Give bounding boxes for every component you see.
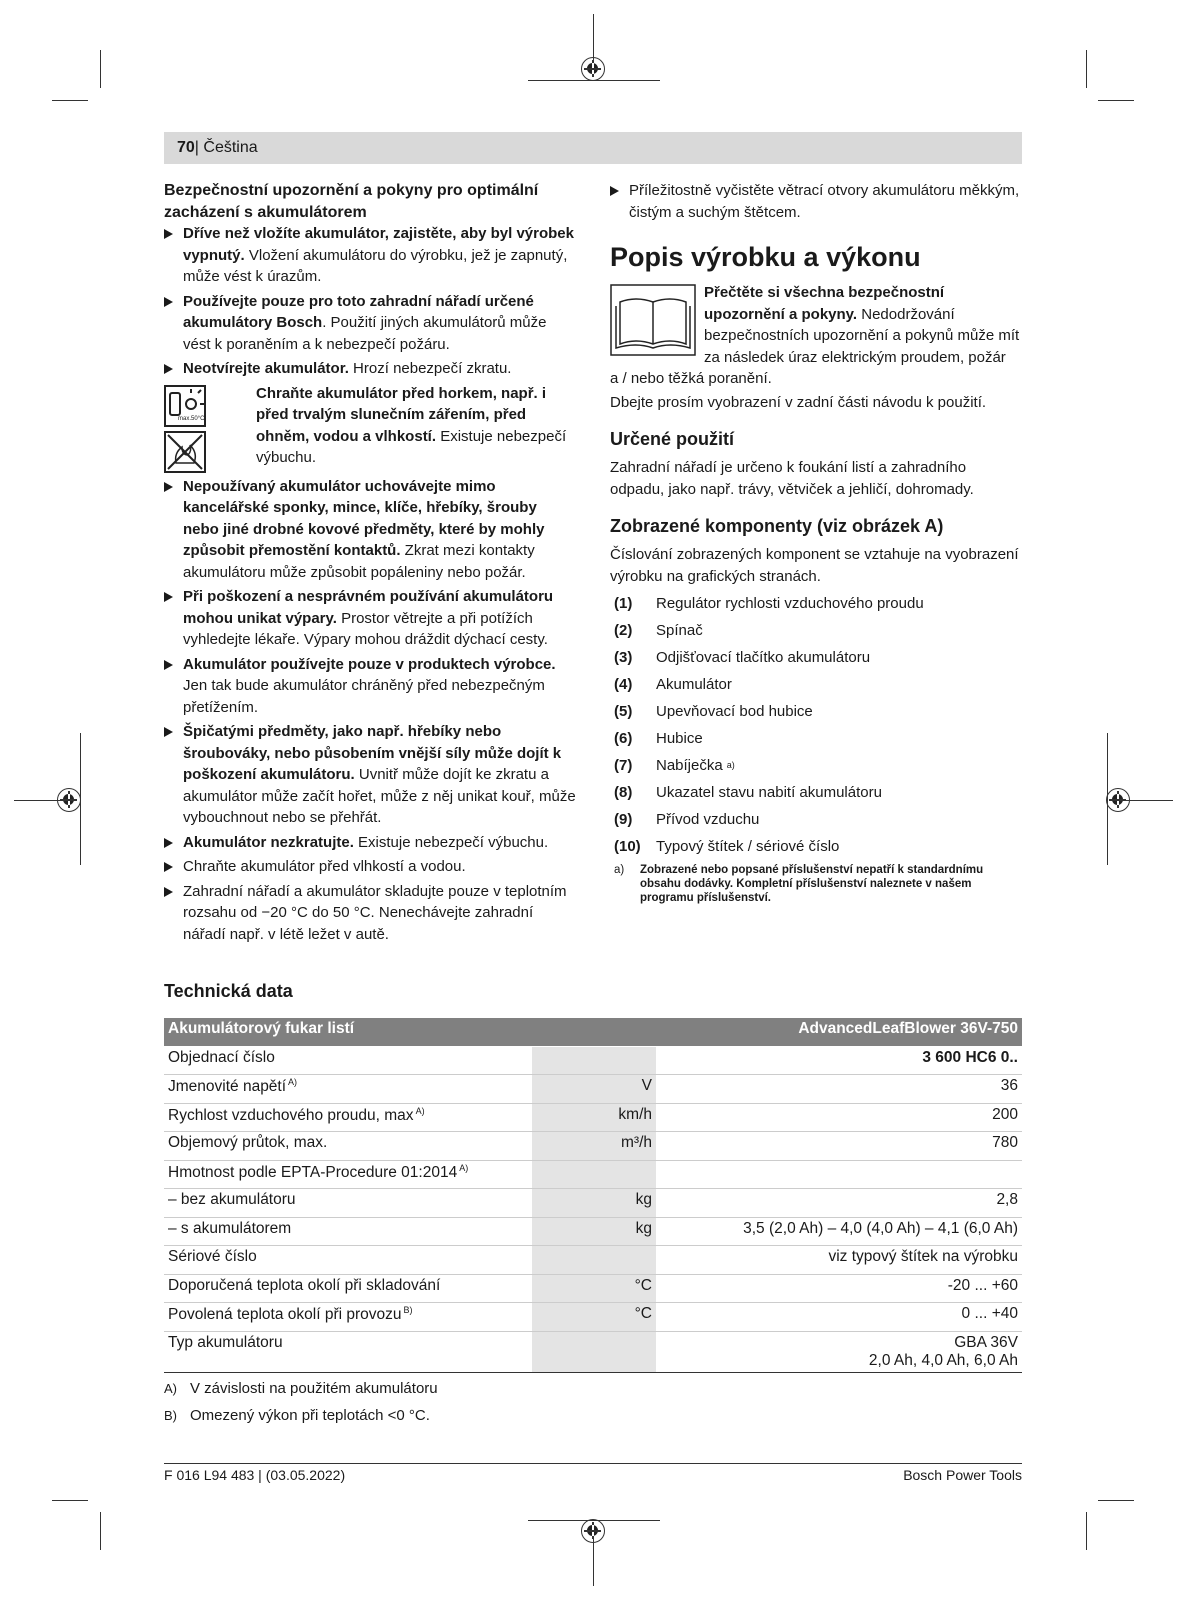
registration-mark-icon [57, 788, 81, 812]
table-row: – bez akumulátoru kg 2,8 [164, 1189, 1022, 1218]
table-row: Jmenovité napětí $^{A)}$ V 36 [164, 1075, 1022, 1104]
table-row: Rychlost vzduchového proudu, max $^{A)}$ km/h 200 [164, 1103, 1022, 1132]
component-item: (5) Upevňovací bod hubice [614, 703, 813, 720]
component-item: (2) Spínač [614, 622, 703, 639]
footer-brand: Bosch Power Tools [903, 1467, 1022, 1483]
registration-mark-icon [581, 57, 605, 81]
tech-data-table [164, 1017, 1022, 1373]
crop-mark [1098, 100, 1134, 101]
table-row: Typ akumulátoru GBA 36V 2,0 Ah, 4,0 Ah, 6,0 Ah [164, 1331, 1022, 1372]
figures-note: Dbejte prosím vyobrazení v zadní části návodu k použití. [610, 393, 987, 411]
registration-mark-icon [1106, 788, 1130, 812]
page-header [164, 132, 1022, 164]
component-item: (8) Ukazatel stavu nabití akumulátoru [614, 784, 882, 801]
crop-mark [52, 1500, 88, 1501]
component-item: (10) Typový štítek / sériové číslo [614, 838, 840, 855]
table-note: A) V závislosti na použitém akumulátoru [164, 1380, 438, 1397]
left-column [164, 180, 576, 948]
intended-use-heading: Určené použití [610, 429, 735, 449]
read-instructions [610, 282, 1022, 390]
bullet-item: Akumulátor nezkratujte. Existuje nebezpečí výbuchu. [164, 832, 576, 854]
page-language: | Čeština [194, 139, 258, 156]
table-row: Objednací číslo 3 600 HC6 0.. [164, 1046, 1022, 1075]
section-title: Popis výrobku a výkonu [610, 242, 921, 272]
bullet-item: Neotvírejte akumulátor. Hrozí nebezpečí zkratu. [164, 358, 576, 380]
table-row: Doporučená teplota okolí při skladování °C -20 ... +60 [164, 1274, 1022, 1303]
right-column [610, 180, 1022, 905]
crop-mark [100, 50, 101, 88]
bullet-item: Při poškození a nesprávném používání akumulátoru mohou unikat výpary. Prostor větrejte a při potížích vyhledejte lékaře. Výpary mohou dráždit dýchací cesty. [164, 586, 576, 651]
bullet-item: Nepoužívaný akumulátor uchovávejte mimo kancelářské sponky, mince, klíče, hřebíky, šrouby nebo jiné drobné kovové předměty, které by mohly způsobit přemostění kontaktů. Zkrat mezi kontakty akumulátoru může způsobit popáleniny nebo požár. [164, 476, 576, 584]
read-instructions-text-end: a / nebo těžká poranění. [610, 370, 772, 387]
footer-doc-id: F 016 L94 483 | (03.05.2022) [164, 1467, 346, 1483]
tech-data-heading: Technická data [164, 981, 293, 1001]
battery-safety-heading: Bezpečnostní upozornění a pokyny pro optimální zacházení s akumulátorem [164, 182, 539, 221]
bullet-item: Akumulátor používejte pouze v produktech výrobce. Jen tak bude akumulátor chráněný před nebezpečným přetížením. [164, 654, 576, 719]
bullet-item: Špičatými předměty, jako např. hřebíky nebo šroubováky, nebo působením vnější síly může dojít k poškození akumulátoru. Uvnitř může dojít ke zkratu a akumulátor může začít hořet, může z něj unikat kouř, může vybouchnout nebo se přehřát. [164, 721, 576, 829]
table-row: Objemový průtok, max. m³/h 780 [164, 1132, 1022, 1161]
bullet-item: Příležitostně vyčistěte větrací otvory akumulátoru měkkým, čistým a suchým štětcem. [610, 180, 1022, 223]
bullet-item: Používejte pouze pro toto zahradní nářadí určené akumulátory Bosch. Použití jiných akumulátorů může vést k poraněním a k nebezpečí požáru. [164, 291, 576, 356]
read-instructions-text: Přečtěte si všechna bezpečnostní upozornění a pokyny. Nedodržování bezpečnostních upozornění a pokynů může mít za následek úraz elektrickým proudem, požár [704, 284, 1020, 366]
components-intro: Číslování zobrazených komponent se vztahuje na vyobrazení výrobku na grafických stranách. [610, 546, 1019, 585]
table-notes [164, 1375, 438, 1429]
table-note: B) Omezený výkon při teplotách <0 °C. [164, 1407, 430, 1424]
registration-mark-icon [581, 1519, 605, 1543]
table-header-left: Akumulátorový fukar listí [164, 1018, 532, 1047]
table-row: – s akumulátorem kg 3,5 (2,0 Ah) – 4,0 (4,0 Ah) – 4,1 (6,0 Ah) [164, 1217, 1022, 1246]
table-row: Hmotnost podle EPTA-Procedure 01:2014 $^{A)}$ [164, 1160, 1022, 1189]
crop-mark [1098, 1500, 1134, 1501]
component-item: (9) Přívod vzduchu [614, 811, 760, 828]
heat-warning [164, 383, 576, 473]
components-heading: Zobrazené komponenty (viz obrázek A) [610, 516, 944, 536]
bullet-item: Dříve než vložíte akumulátor, zajistěte, aby byl výrobek vypnutý. Vložení akumulátoru do výrobku, jež je zapnutý, může vést k úrazům. [164, 223, 576, 288]
component-item: (6) Hubice [614, 730, 703, 747]
component-item: (1) Regulátor rychlosti vzduchového proudu [614, 595, 924, 612]
component-item: (4) Akumulátor [614, 676, 732, 693]
crop-mark [100, 1512, 101, 1550]
crop-mark [1086, 50, 1087, 88]
heat-warning-icon-label: max.50°C [178, 415, 205, 422]
components-footnote: a) Zobrazené nebo popsané příslušenství nepatří k standardnímu obsahu dodávky. Kompletní příslušenství naleznete v našem programu příslušenství. [614, 864, 984, 904]
page-number: 70 [177, 139, 195, 156]
intended-use-text: Zahradní nářadí je určeno k foukání listí a zahradního odpadu, jako např. trávy, větviček a jehličí, dohromady. [610, 459, 974, 498]
component-item: (7) Nabíječka a) [614, 757, 735, 774]
book-icon [610, 284, 696, 356]
bullet-item: Chraňte akumulátor před vlhkostí a vodou. [164, 856, 576, 878]
table-header-right: AdvancedLeafBlower 36V-750 [656, 1018, 1022, 1047]
crop-mark [1086, 1512, 1087, 1550]
table-row: Povolená teplota okolí při provozu $^{B)}$ °C 0 ... +40 [164, 1303, 1022, 1332]
crop-mark [52, 100, 88, 101]
heat-warning-text: Chraňte akumulátor před horkem, např. i před trvalým slunečním zářením, před ohněm, vodou a vlhkostí. Existuje nebezpečí výbuchu. [256, 384, 567, 466]
bullet-item: Zahradní nářadí a akumulátor skladujte pouze v teplotním rozsahu od −20 °C do 50 °C. Nenechávejte zahradní nářadí např. v létě ležet v autě. [164, 881, 576, 946]
component-item: (3) Odjišťovací tlačítko akumulátoru [614, 649, 871, 666]
no-fire-water-icon [164, 431, 206, 473]
table-row: Sériové číslo viz typový štítek na výrobku [164, 1246, 1022, 1275]
table-header-row [164, 1018, 1022, 1047]
